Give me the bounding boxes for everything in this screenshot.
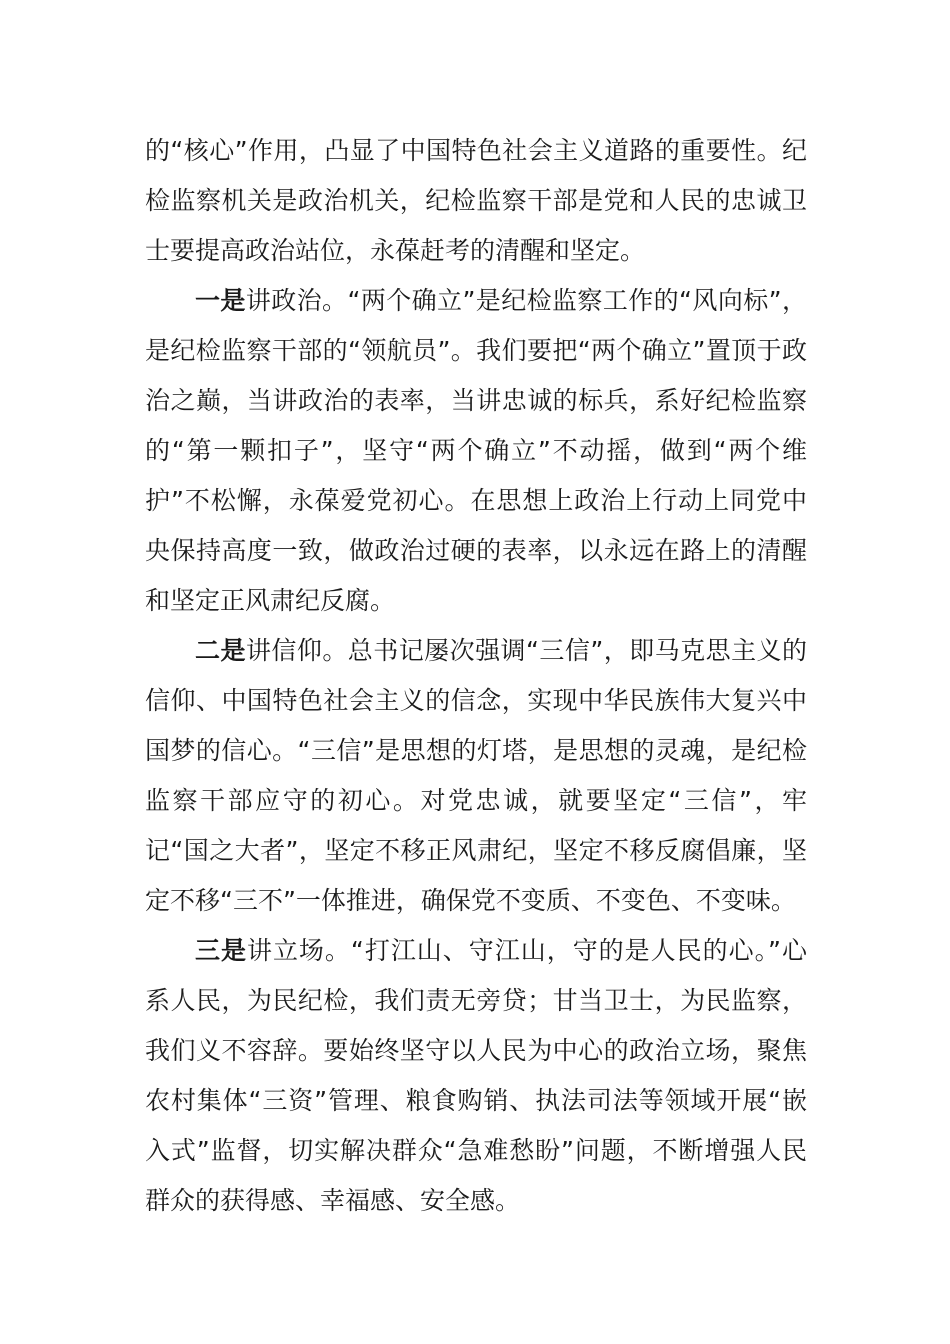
paragraph-lead: 一是 — [195, 286, 246, 315]
paragraph-text: 的“核心”作用，凸显了中国特色社会主义道路的重要性。纪检监察机关是政治机关，纪检监察干部是党和人民的忠诚卫士要提高政治站位，永葆赶考的清醒和坚定。 — [145, 136, 807, 265]
document-body — [145, 126, 807, 1226]
paragraph-lead: 二是 — [195, 636, 246, 665]
paragraph-text: 讲政治。“两个确立”是纪检监察工作的“风向标”，是纪检监察干部的“领航员”。我们要把“两个确立”置顶于政治之巅，当讲政治的表率，当讲忠诚的标兵，系好纪检监察的“第一颗扣子”，坚守“两个确立”不动摇，做到“两个维护”不松懈，永葆爱党初心。在思想上政治上行动上同党中央保持高度一致，做政治过硬的表率，以永远在路上的清醒和坚定正风肃纪反腐。 — [145, 286, 807, 615]
paragraph-continuation — [145, 126, 807, 276]
paragraph-politics — [145, 276, 807, 626]
paragraph-text: 讲立场。“打江山、守江山，守的是人民的心。”心系人民，为民纪检，我们责无旁贷；甘当卫士，为民监察，我们义不容辞。要始终坚守以人民为中心的政治立场，聚焦农村集体“三资”管理、粮食购销、执法司法等领域开展“嵌入式”监督，切实解决群众“急难愁盼”问题，不断增强人民群众的获得感、幸福感、安全感。 — [145, 936, 807, 1215]
paragraph-stance — [145, 926, 807, 1226]
paragraph-text: 讲信仰。总书记屡次强调“三信”，即马克思主义的信仰、中国特色社会主义的信念，实现中华民族伟大复兴中国梦的信心。“三信”是思想的灯塔，是思想的灵魂，是纪检监察干部应守的初心。对党忠诚，就要坚定“三信”，牢记“国之大者”，坚定不移正风肃纪，坚定不移反腐倡廉，坚定不移“三不”一体推进，确保党不变质、不变色、不变味。 — [145, 636, 807, 915]
paragraph-lead: 三是 — [195, 936, 247, 965]
paragraph-belief — [145, 626, 807, 926]
